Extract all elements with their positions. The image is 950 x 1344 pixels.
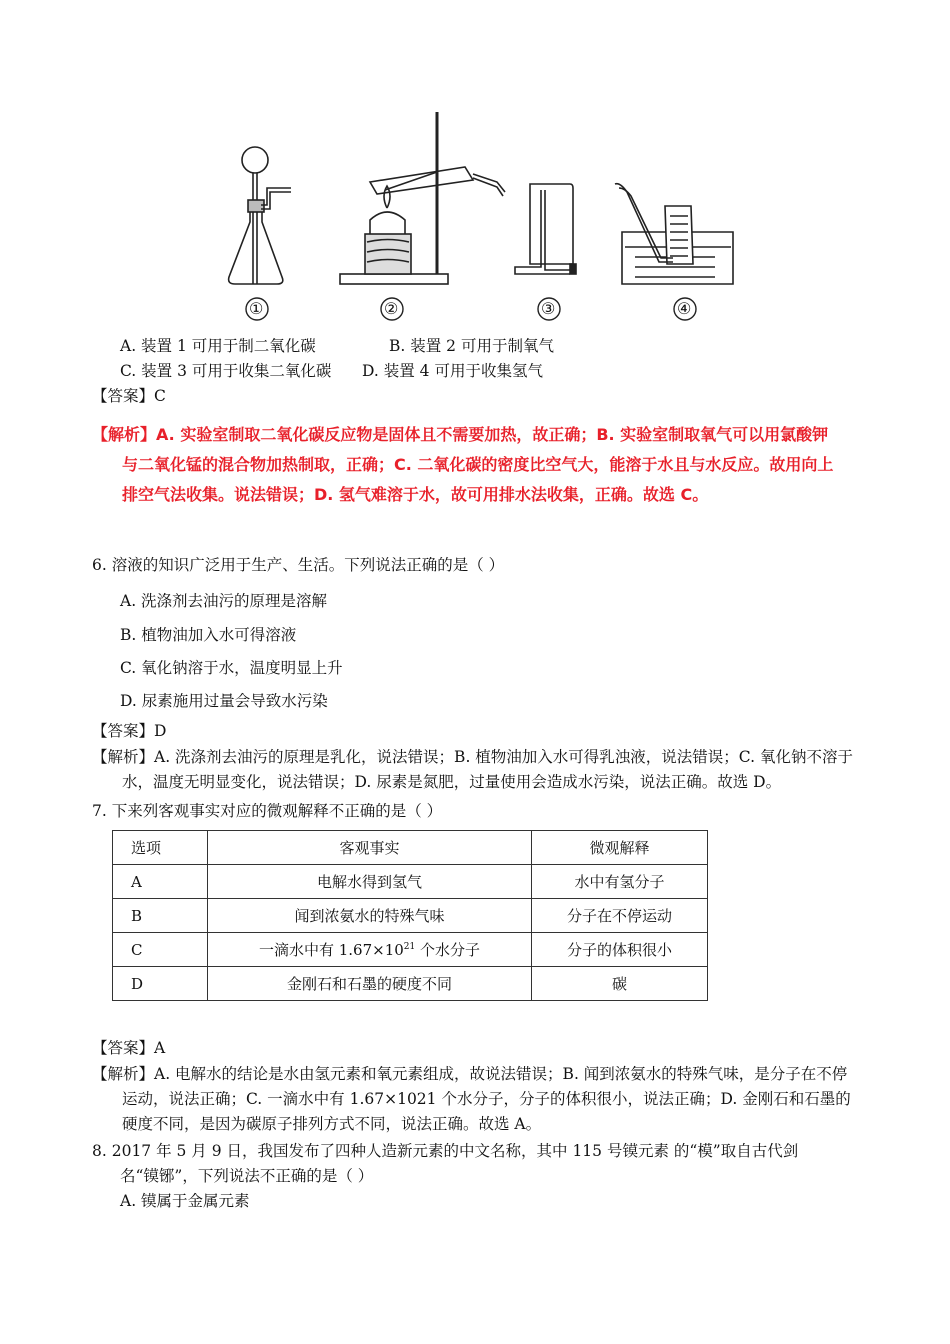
table-cell-fact-text: 一滴水中有 1.67×10 [258,941,404,959]
table-cell-option: D [113,967,208,1001]
q5-analysis-line2: 与二氧化锰的混合物加热制取，正确；C. 二氧化碳的密度比空气大，能溶于水且与水反应。故用向上 [122,455,834,474]
table-cell-fact [208,933,532,967]
q6-analysis-line1: 【解析】A. 洗涤剂去油污的原理是乳化，说法错误；B. 植物油加入水可得乳浊液，说法错误；C. 氧化钠不溶于 [92,748,853,766]
q5-analysis-line1: 【解析】A. 实验室制取二氧化碳反应物是固体且不需要加热，故正确；B. 实验室制取氧气可以用氯酸钾 [92,425,829,444]
q6-option-d: D. 尿素施用过量会导致水污染 [120,692,328,710]
q5-option-d: D. 装置 4 可用于收集氢气 [362,362,543,380]
table-row [113,899,708,933]
q6-option-a: A. 洗涤剂去油污的原理是溶解 [120,592,328,610]
apparatus-1-conical-flask [229,147,291,284]
q7-stem: 7. 下来列客观事实对应的微观解释不正确的是（ ） [92,802,443,820]
table-cell-explanation: 分子在不停运动 [532,899,708,933]
q5-option-b: B. 装置 2 可用于制氧气 [389,337,554,355]
table-cell-fact-exponent: 21 [403,942,416,952]
apparatus-2-heating-setup [340,112,505,284]
table-cell-explanation: 分子的体积很小 [532,933,708,967]
table-header-row [113,831,708,865]
q7-analysis-line3: 硬度不同，是因为碳原子排列方式不同，说法正确。故选 A。 [122,1115,542,1133]
table-header-explanation: 微观解释 [532,831,708,865]
figure-label-3: ③ [541,299,556,318]
q5-option-c: C. 装置 3 可用于收集二氧化碳 [120,362,332,380]
q5-analysis [92,420,882,510]
q6-analysis [92,745,882,795]
q8-stem-line1: 8. 2017 年 5 月 9 日，我国发布了四种人造新元素的中文名称，其中 115 号镆元素 的“模”取自古代剑 [92,1142,799,1160]
table-row [113,865,708,899]
table-row [113,933,708,967]
table-cell-explanation: 碳 [532,967,708,1001]
q7-analysis-line2: 运动，说法正确；C. 一滴水中有 1.67×1021 个水分子，分子的体积很小，说法正确；D. 金刚石和石墨的 [122,1090,851,1108]
q8-stem-line2: 名“镆铘”，下列说法不正确的是（ ） [120,1167,374,1185]
figure-label-2: ② [384,299,399,318]
apparatus-3-gas-jar [515,184,576,274]
table-row [113,967,708,1001]
table-header-fact: 客观事实 [208,831,532,865]
table-cell-fact: 电解水得到氢气 [208,865,532,899]
figure-label-4: ④ [677,299,692,318]
table-cell-fact-tail: 个水分子 [415,941,481,959]
q6-analysis-line2: 水，温度无明显变化，说法错误；D. 尿素是氮肥，过量使用会造成水污染，说法正确。故选 D。 [122,773,782,791]
q6-option-b: B. 植物油加入水可得溶液 [120,626,297,644]
table-cell-fact: 金刚石和石墨的硬度不同 [208,967,532,1001]
table-cell-explanation: 水中有氢分子 [532,865,708,899]
q7-analysis-line1: 【解析】A. 电解水的结论是水由氢元素和氧元素组成，故说法错误；B. 闻到浓氨水的特殊气味，是分子在不停 [92,1065,848,1083]
q7-table [112,830,708,1001]
apparatus-4-water-trough [615,184,733,284]
table-cell-fact: 闻到浓氨水的特殊气味 [208,899,532,933]
figure-label-1: ① [249,299,264,318]
table-cell-option: A [113,865,208,899]
table-header-option: 选项 [113,831,208,865]
q6-answer: 【答案】D [92,722,167,740]
table-cell-option: B [113,899,208,933]
q5-option-a: A. 装置 1 可用于制二氧化碳 [120,337,316,355]
q7-answer: 【答案】A [92,1039,166,1057]
table-cell-option: C [113,933,208,967]
q5-answer: 【答案】C [92,387,166,405]
q8-option-a: A. 镆属于金属元素 [120,1192,250,1210]
apparatus-figure [215,112,735,327]
q5-analysis-line3: 排空气法收集。说法错误；D. 氢气难溶于水，故可用排水法收集，正确。故选 C。 [122,485,709,504]
q6-option-c: C. 氧化钠溶于水，温度明显上升 [120,659,343,677]
q7-analysis [92,1062,882,1137]
q6-stem: 6. 溶液的知识广泛用于生产、生活。下列说法正确的是（ ） [92,556,505,574]
